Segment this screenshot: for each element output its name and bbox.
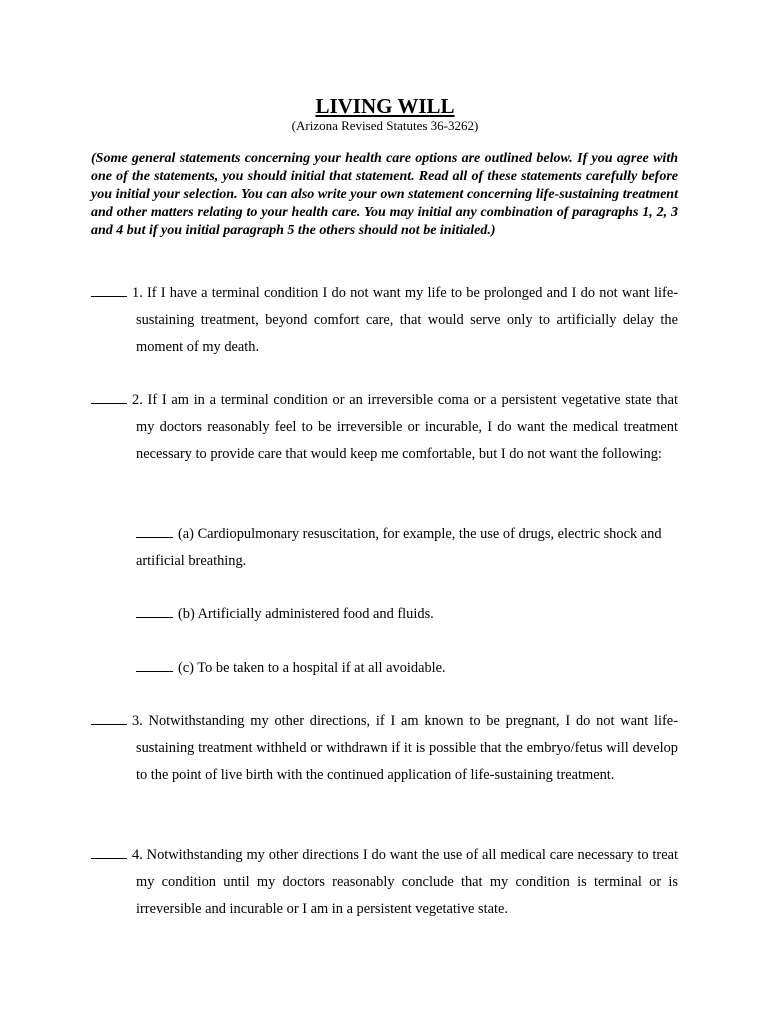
initial-blank-b[interactable] <box>136 607 173 618</box>
paragraph-4-text: 4. Notwithstanding my other directions I do want the use of all medical care necessary to treat my condition until my doctors reasonably conclude that my condition is terminal or is irreversible and incurable or I am in a persistent vegetative state. <box>132 847 678 917</box>
subitem-a-text: (a) Cardiopulmonary resuscitation, for example, the use of drugs, electric shock and artificial breathing. <box>136 526 662 569</box>
paragraph-1-text: 1. If I have a terminal condition I do not want my life to be prolonged and I do not want life-sustaining treatment, beyond comfort care, that would serve only to artificially delay the moment of my death. <box>132 285 678 355</box>
initial-blank-2[interactable] <box>91 393 127 404</box>
paragraph-1 <box>91 280 678 361</box>
paragraph-3 <box>91 708 678 789</box>
page-title: LIVING WILL <box>315 94 455 118</box>
subitem-c <box>136 655 678 682</box>
subitem-c-text: (c) To be taken to a hospital if at all avoidable. <box>178 660 446 676</box>
initial-blank-4[interactable] <box>91 848 127 859</box>
initial-blank-1[interactable] <box>91 286 127 297</box>
instructions-paragraph: (Some general statements concerning your health care options are outlined below. If you agree with one of the statements, you should initial that statement. Read all of these statements carefully before you initial your selection. You can also write your own statement concerning life-sustaining treatment and other matters relating to your health care. You may initial any combination of paragraphs 1, 2, 3 and 4 but if you initial paragraph 5 the others should not be initialed.) <box>91 151 678 238</box>
subitem-a <box>136 521 678 575</box>
initial-blank-3[interactable] <box>91 714 127 725</box>
subitem-b <box>136 601 678 628</box>
paragraph-3-text: 3. Notwithstanding my other directions, if I am known to be pregnant, I do not want life-sustaining treatment withheld or withdrawn if it is possible that the embryo/fetus will develop to the point of live birth with the continued application of life-sustaining treatment. <box>132 713 678 783</box>
statute-citation: (Arizona Revised Statutes 36-3262) <box>291 118 479 133</box>
paragraph-2-text: 2. If I am in a terminal condition or an irreversible coma or a persistent vegetative state that my doctors reasonably feel to be irreversible or incurable, I do want the medical treatment necessary to provide care that would keep me comfortable, but I do not want the following: <box>132 392 678 462</box>
initial-blank-a[interactable] <box>136 527 173 538</box>
initial-blank-c[interactable] <box>136 661 173 672</box>
paragraph-4 <box>91 842 678 923</box>
paragraph-2 <box>91 387 678 468</box>
subitem-b-text: (b) Artificially administered food and fluids. <box>178 606 434 622</box>
